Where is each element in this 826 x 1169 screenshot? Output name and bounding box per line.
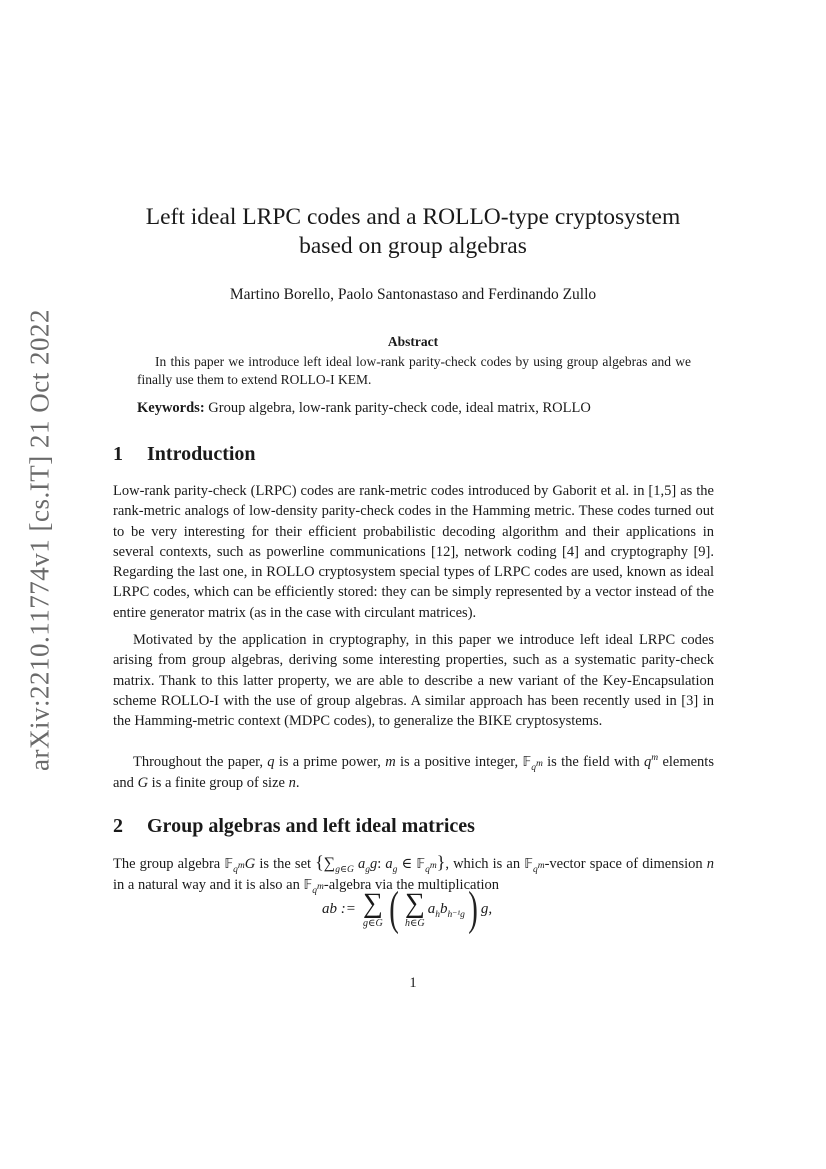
group-algebra-paragraph: The group algebra 𝔽$_{q^m}$G is the set {$\sum_{g\in G}$ $a_gg$: $a_g$ ∈ 𝔽$_{q^m}$}, which is an 𝔽$_{q^m}$-vector space of dimension n in a natural way and it is also an 𝔽$_{q^m}$-algebra via the multiplication (113, 852, 714, 897)
section-heading-introduction: 1 Introduction (113, 443, 256, 465)
notation-paragraph: Throughout the paper, q is a prime power, m is a positive integer, 𝔽$_{q^m}$ is the field with $q^m$ elements and G is a finite group of size n. (113, 753, 714, 792)
abstract-heading: Abstract (387, 334, 439, 349)
intro-paragraph-2: Motivated by the application in cryptography, in this paper we introduce left ideal LRPC codes arising from group algebras, deriving some interesting properties, such as a systematic parity-check matrix. Thank to this latter property, we are able to describe a new variant of the Key-Encapsulation scheme ROLLO-I with the use of group algebras. A similar approach has been recently used in [3] in the Hamming-metric context (MDPC codes), to generalize the BIKE cryptosystems. (113, 632, 714, 730)
intro-paragraph-1: Low-rank parity-check (LRPC) codes are rank-metric codes introduced by Gaborit et al. in [1,5] as the rank-metric analogs of low-density parity-check codes in the Hamming metric. These codes turned out to be very interesting for their efficient probabilistic decoding algorithm and their applications in several contexts, such as powerline communications [12], network coding [4] and cryptography [9]. Regarding the last one, in ROLLO cryptosystem special types of LRPC codes are used, known as ideal LRPC codes, which can be efficiently stored: they can be simply represented by a vector instead of the entire generator matrix (as in the case with circulant matrices). (113, 483, 714, 621)
page-number: 1 (409, 975, 417, 991)
section-heading-group-algebras: 2 Group algebras and left ideal matrices (113, 815, 475, 837)
arxiv-stamp: arXiv:2210.11774v1 [cs.IT] 21 Oct 2022 (24, 309, 55, 771)
multiplication-equation: ab := ∑ g∈G ( ∑ h∈G $a_hb_{h^{-1}g}$ ) g, (322, 882, 493, 935)
authors: Martino Borello, Paolo Santonastaso and Ferdinando Zullo (229, 286, 597, 303)
abstract-text: In this paper we introduce left ideal low-rank parity-check codes by using group algebras and we finally use them to extend ROLLO-I KEM. (137, 354, 691, 387)
paper-title: Left ideal LRPC codes and a ROLLO-type cryptosystem based on group algebras (145, 204, 681, 259)
keywords: Keywords: Group algebra, low-rank parity-check code, ideal matrix, ROLLO (137, 400, 591, 416)
